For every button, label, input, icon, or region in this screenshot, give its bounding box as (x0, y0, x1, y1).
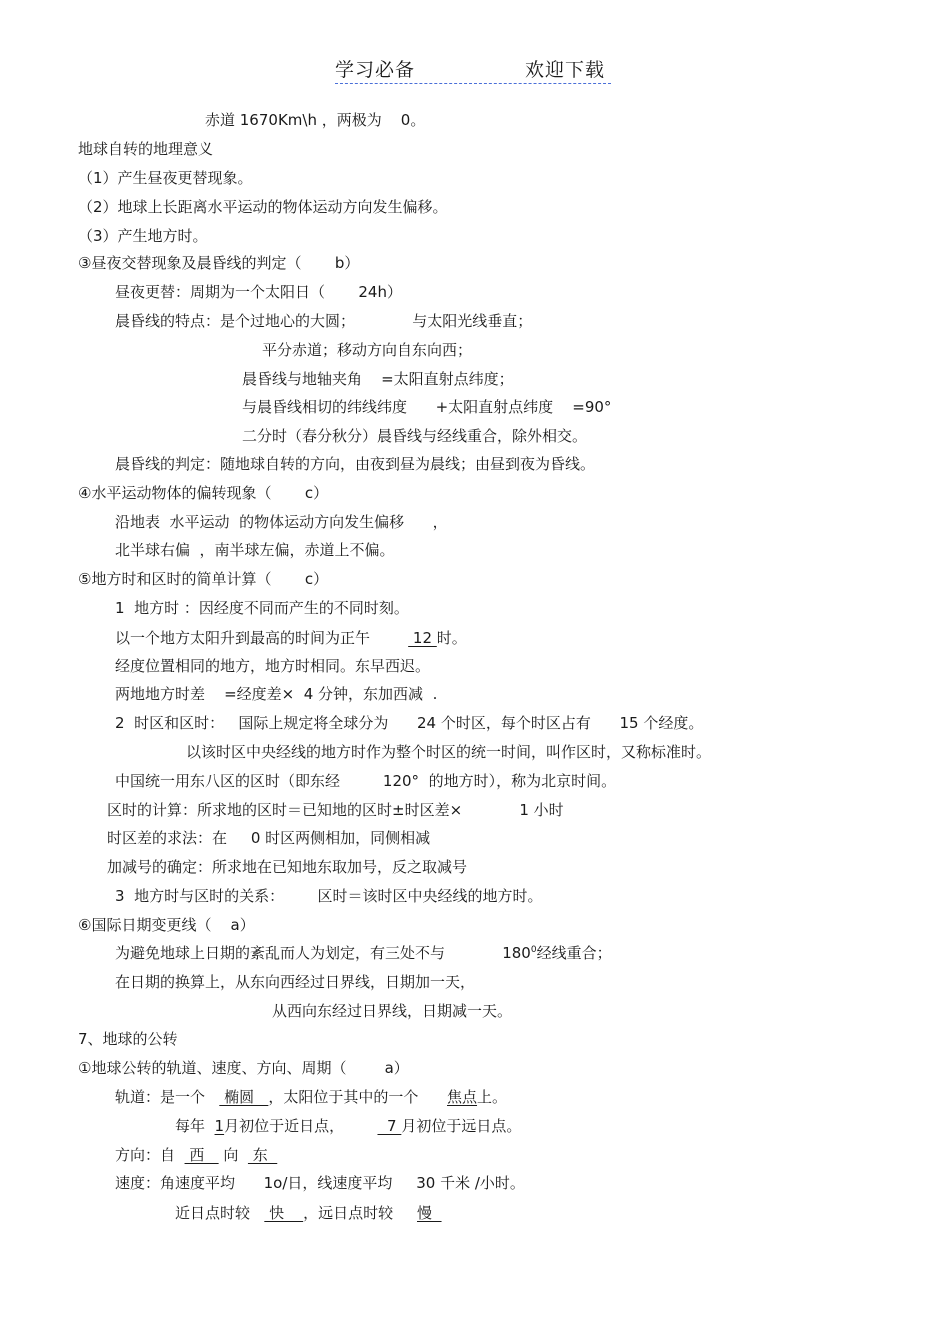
text-span: 每年 (175, 1117, 215, 1135)
text-span: 轨道：是一个 (115, 1088, 220, 1106)
fill-blank: 椭圆 (219, 1088, 269, 1106)
text-line (115, 1087, 507, 1107)
text-line (115, 1145, 277, 1165)
fill-blank: 东 (247, 1146, 278, 1164)
text-span: 近日点时较 (175, 1204, 265, 1222)
text-span: 方向：自 (115, 1146, 185, 1164)
section-heading: ①地球公转的轨道、速度、方向、周期（ a） (78, 1059, 409, 1077)
page-header (335, 55, 611, 84)
text-line: 北半球右偏 ，南半球左偏，赤道上不偏。 (115, 541, 395, 559)
text-line: 时区差的求法：在 0 时区两侧相加，同侧相减 (107, 829, 431, 847)
text-span: 经线重合； (536, 944, 612, 962)
text-line (175, 1116, 521, 1136)
text-span: 月初位于远日点。 (401, 1117, 522, 1135)
text-span: ，远日点时较 (303, 1204, 417, 1222)
text-line: 二分时（春分秋分）晨昏线与经线重合，除外相交。 (242, 427, 588, 445)
text-line (175, 1203, 442, 1223)
text-line: 沿地表 水平运动 的物体运动方向发生偏移 ， (115, 513, 448, 531)
fill-blank: 慢 (417, 1204, 442, 1222)
text-line: 3 地方时与区时的关系： 区时＝该时区中央经线的地方时。 (115, 887, 543, 905)
text-line: 两地地方时差 =经度差× 4 分钟，东加西减 . (115, 685, 438, 703)
fill-blank: 焦点 (447, 1088, 478, 1106)
text-line: 平分赤道；移动方向自东向西； (262, 341, 473, 359)
text-line: 从西向东经过日界线，日期减一天。 (272, 1002, 513, 1020)
text-span: ，太阳位于其中的一个 (268, 1088, 448, 1106)
text-line: （2）地球上长距离水平运动的物体运动方向发生偏移。 (78, 198, 448, 216)
text-line (115, 943, 612, 963)
text-line: 经度位置相同的地方，地方时相同。东早西迟。 (115, 657, 431, 675)
section-heading: ③昼夜交替现象及晨昏线的判定（ b） (78, 254, 360, 272)
text-span: 时。 (436, 629, 467, 647)
fill-blank: 1 (214, 1117, 225, 1135)
text-line: 晨昏线的特点：是个过地心的大圆； 与太阳光线垂直； (115, 312, 533, 330)
header-left-text: 学习必备 (335, 59, 416, 81)
text-line: 2 时区和区时： 国际上规定将全球分为 24 个时区，每个时区占有 15 个经度。 (115, 714, 704, 732)
superscript: 0 (530, 945, 537, 955)
fill-blank: 西 (184, 1146, 219, 1164)
text-line: 加减号的确定：所求地在已知地东取加号，反之取减号 (107, 858, 468, 876)
section-heading: ④水平运动物体的偏转现象（ c） (78, 484, 329, 502)
text-span: 以一个地方太阳升到最高的时间为正午 (115, 629, 409, 647)
fill-blank: 7 (377, 1117, 402, 1135)
text-line: 与晨昏线相切的纬线纬度 +太阳直射点纬度 =90° (242, 398, 612, 416)
text-line: 晨昏线与地轴夹角 =太阳直射点纬度； (242, 370, 514, 388)
text-line: 中国统一用东八区的区时（即东经 120° 的地方时），称为北京时间。 (115, 772, 617, 790)
text-line: （1）产生昼夜更替现象。 (78, 169, 253, 187)
text-line: 速度：角速度平均 1o/日，线速度平均 30 千米 /小时。 (115, 1174, 525, 1192)
text-line: （3）产生地方时。 (78, 227, 208, 245)
text-line: 昼夜更替：周期为一个太阳日（ 24h） (115, 283, 402, 301)
text-line: 赤道 1670Km\h ，两极为 0。 (205, 111, 426, 129)
section-heading: 7、地球的公转 (78, 1030, 178, 1048)
section-heading: ⑥国际日期变更线（ a） (78, 916, 255, 934)
fill-blank: 12 (408, 629, 437, 647)
text-span: 上。 (477, 1088, 508, 1106)
text-line: 1 地方时 ：因经度不同而产生的不同时刻。 (115, 599, 409, 617)
text-span: 向 (218, 1146, 248, 1164)
section-heading: 地球自转的地理意义 (78, 140, 214, 158)
fill-blank: 快 (264, 1204, 304, 1222)
text-line: 区时的计算：所求地的区时＝已知地的区时±时区差× 1 小时 (107, 801, 564, 819)
header-right-text: 欢迎下载 (525, 59, 606, 81)
text-line: 在日期的换算上，从东向西经过日界线，日期加一天， (115, 973, 476, 991)
text-line (115, 628, 467, 648)
text-span: 为避免地球上日期的紊乱而人为划定，有三处不与 180 (115, 944, 531, 962)
section-heading: ⑤地方时和区时的简单计算（ c） (78, 570, 329, 588)
text-line: 以该时区中央经线的地方时作为整个时区的统一时间，叫作区时，又称标准时。 (186, 743, 712, 761)
text-line: 晨昏线的判定：随地球自转的方向，由夜到昼为晨线；由昼到夜为昏线。 (115, 455, 596, 473)
text-span: 月初位于近日点， (224, 1117, 378, 1135)
